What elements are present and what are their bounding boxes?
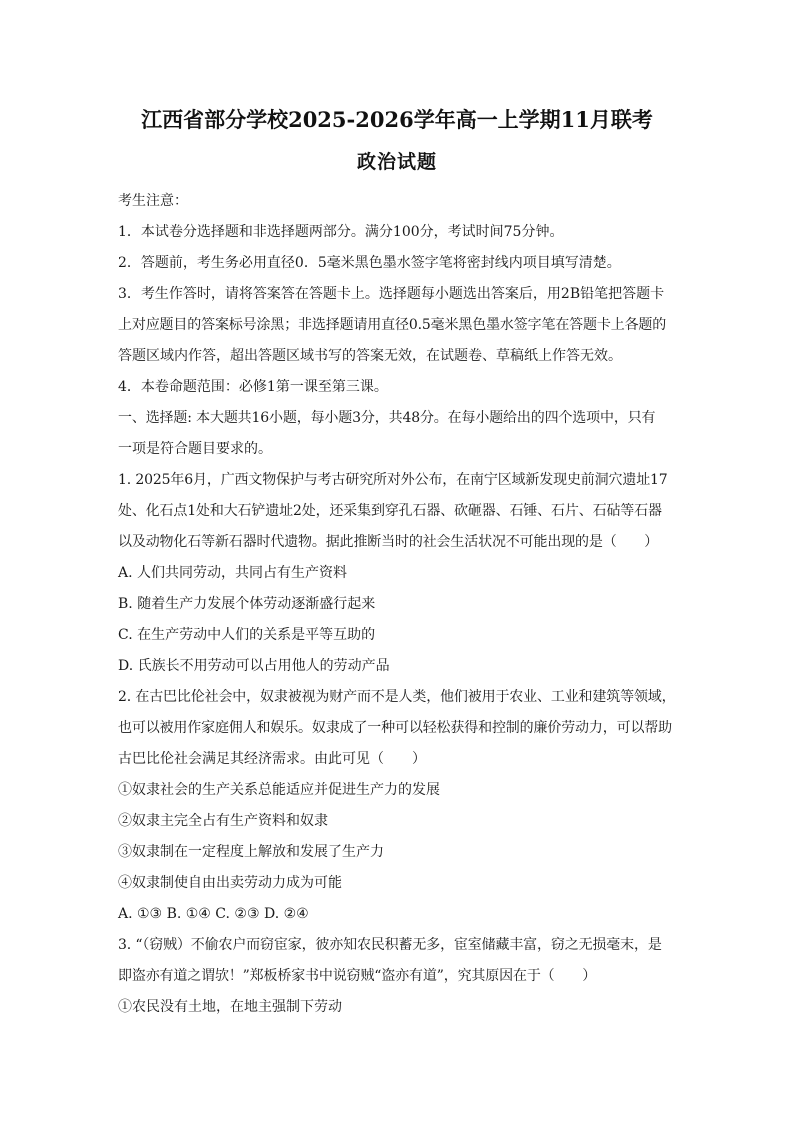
notice-item: 1．本试卷分选择题和非选择题两部分。满分100分，考试时间75分钟。 bbox=[118, 224, 564, 240]
question-3 bbox=[118, 930, 688, 1023]
section-instruction: 一项是符合题目要求的。 bbox=[118, 441, 272, 457]
question-1 bbox=[118, 465, 688, 682]
statement: ①农民没有土地，在地主强制下劳动 bbox=[118, 999, 342, 1015]
question-2 bbox=[118, 682, 688, 930]
answer-choices: A. ①③ B. ①④ C. ②③ D. ②④ bbox=[118, 906, 309, 922]
notice-item: 上对应题目的答案标号涂黑；非选择题请用直径0.5毫米黑色墨水签字笔在答题卡上各题的 bbox=[118, 317, 667, 333]
exam-content bbox=[118, 186, 688, 1023]
question-stem: 2. 在古巴比伦社会中，奴隶被视为财产而不是人类，他们被用于农业、工业和建筑等领域， bbox=[118, 689, 676, 705]
notice-item: 2．答题前，考生务必用直径0．5毫米黑色墨水签字笔将密封线内项目填写清楚。 bbox=[118, 255, 621, 271]
option-b: B. 随着生产力发展个体劳动逐渐盛行起来 bbox=[118, 596, 376, 612]
question-stem: 3. “（窃贼）不偷农户而窃宦家，彼亦知农民积蓄无多，宦室储藏丰富，窃之无损毫末，是 bbox=[118, 937, 662, 953]
question-stem: 处、化石点1处和大石铲遗址2处，还采集到穿孔石器、砍砸器、石锤、石片、石砧等石器 bbox=[118, 503, 662, 519]
option-d: D. 氏族长不用劳动可以占用他人的劳动产品 bbox=[118, 658, 390, 674]
question-stem: 也可以被用作家庭佣人和娱乐。奴隶成了一种可以轻松获得和控制的廉价劳动力，可以帮助 bbox=[118, 720, 672, 736]
notice-item: 4．本卷命题范围：必修1第一课至第三课。 bbox=[118, 379, 388, 395]
notice-item: 答题区域内作答，超出答题区域书写的答案无效，在试题卷、草稿纸上作答无效。 bbox=[118, 348, 622, 364]
notice-item: 3．考生作答时，请将答案答在答题卡上。选择题每小题选出答案后，用2B铅笔把答题卡 bbox=[118, 286, 665, 302]
question-stem: 1. 2025年6月，广西文物保护与考古研究所对外公布，在南宁区域新发现史前洞穴遗址17 bbox=[118, 472, 668, 488]
exam-title: 江西省部分学校2025-2026学年高一上学期11月联考 bbox=[141, 107, 653, 132]
notice-block bbox=[118, 186, 688, 403]
section-instruction: 一、选择题: 本大题共16小题，每小题3分，共48分。在每小题给出的四个选项中，只有 bbox=[118, 410, 656, 426]
question-stem: 以及动物化石等新石器时代遗物。据此推断当时的社会生活状况不可能出现的是（ ） bbox=[118, 534, 659, 550]
statement: ②奴隶主完全占有生产资料和奴隶 bbox=[118, 813, 328, 829]
question-stem: 古巴比伦社会满足其经济需求。由此可见（ ） bbox=[118, 751, 426, 767]
exam-subtitle: 政治试题 bbox=[356, 151, 437, 173]
section-heading bbox=[118, 403, 688, 465]
statement: ①奴隶社会的生产关系总能适应并促进生产力的发展 bbox=[118, 782, 440, 798]
statement: ④奴隶制使自由出卖劳动力成为可能 bbox=[118, 875, 342, 891]
option-c: C. 在生产劳动中人们的关系是平等互助的 bbox=[118, 627, 376, 643]
notice-heading: 考生注意： bbox=[118, 193, 188, 209]
statement: ③奴隶制在一定程度上解放和发展了生产力 bbox=[118, 844, 384, 860]
option-a: A. 人们共同劳动，共同占有生产资料 bbox=[118, 565, 348, 581]
question-stem: 即盗亦有道之谓欤！”郑板桥家书中说窃贼“盗亦有道”，究其原因在于（ ） bbox=[118, 968, 597, 984]
